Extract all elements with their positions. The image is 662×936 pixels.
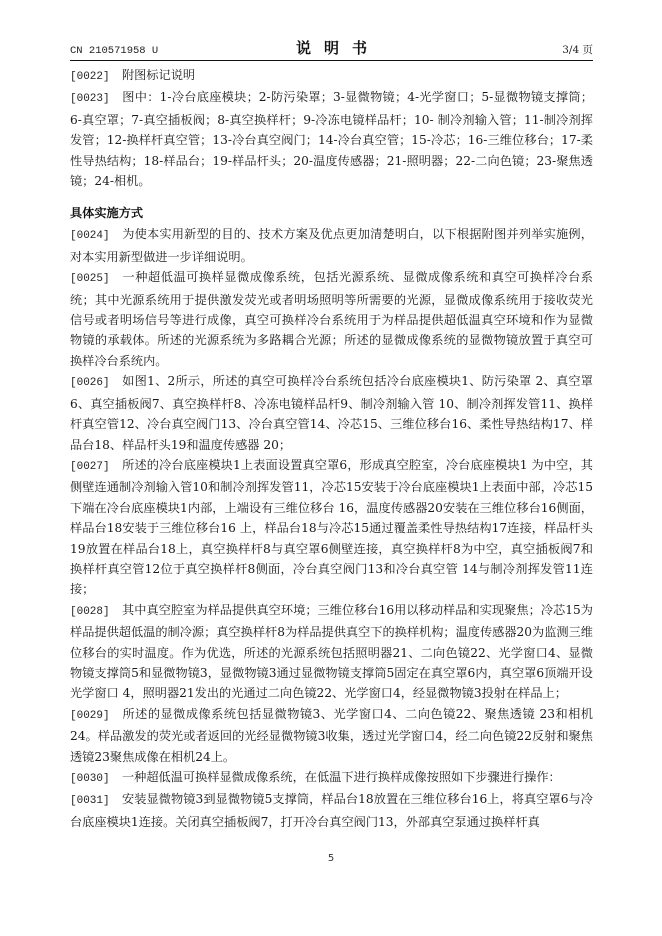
paragraph-0028 — [70, 600, 593, 704]
paragraph-text: 图中：1-冷台底座模块；2-防污染罩；3-显微物镜；4-光学窗口；5-显微物镜支撑筒；6-真空罩；7-真空插板阀；8-真空换样杆；9-冷冻电镜样品杆；10- 制冷剂输入管；11-制冷剂挥发管；12-换样杆真空管；13-冷台真空阀门；14-冷台真空管；15-冷芯；16-三维位移台；17-柔性导热结构；18-样品台；19-样品杆头；20-温度传感器；21-照明器；22-二向色镜；23-聚焦透镜；24-相机。 — [70, 90, 593, 189]
paragraph-text: 一种超低温可换样显微成像系统，在低温下进行换样成像按照如下步骤进行操作： — [122, 770, 561, 784]
page-number: 5 — [327, 853, 335, 864]
paragraph-number: [0023] — [70, 93, 110, 106]
paragraph-text: 一种超低温可换样显微成像系统，包括光源系统、显微成像系统和真空可换样冷台系统；其中光源系统用于提供激发荧光或者明场照明等所需要的光源，显微成像系统用于接收荧光信号或者明场信号等进行成像，真空可换样冷台系统用于为样品提供超低温真空环境和作为显微物镜的承载体。所述的光源系统为多路耦合光源；所述的显微成像系统的显微物镜放置于真空可换样冷台系统内。 — [70, 270, 593, 368]
paragraph-text: 附图标记说明 — [122, 68, 196, 82]
page-count: 3/4 页 — [562, 44, 593, 56]
paragraph-number: [0024] — [70, 230, 110, 243]
paragraph-0023 — [70, 87, 593, 191]
paragraph-0027 — [70, 455, 593, 600]
paragraph-0024 — [70, 224, 593, 267]
paragraph-number: [0028] — [70, 605, 110, 618]
document-title: 说明书 — [295, 39, 380, 57]
paragraph-text: 为使本实用新型的目的、技术方案及优点更加清楚明白，以下根据附图并列举实施例，对本实用新型做进一步详细说明。 — [70, 227, 593, 264]
paragraph-0022 — [70, 65, 593, 87]
paragraph-number: [0030] — [70, 773, 110, 785]
paragraph-number: [0025] — [70, 273, 110, 286]
section-heading: 具体实施方式 — [70, 206, 144, 221]
paragraph-number: [0027] — [70, 460, 110, 473]
paragraph-text: 其中真空腔室为样品提供真空环境；三维位移台16用以移动样品和实现聚焦；冷芯15为样品提供超低温的制冷源；真空换样杆8为样品提供真空下的换样机构；温度传感器20为监测三维位移台的实时温度。作为优选，所述的光源系统包括照明器21、二向色镜22、光学窗口4、显微物镜支撑筒5和显微物镜3，显微物镜3通过显微物镜支撑筒5固定在真空罩6内，真空罩6顶端开设光学窗口 4，照明器21发出的光通过二向色镜22、光学窗口4，经显微物镜3投射在样品上； — [70, 602, 593, 701]
paragraph-0025 — [70, 267, 593, 371]
paragraph-text: 安装显微物镜3到显微物镜5支撑筒，样品台18放置在三维位移台16上，将真空罩6与冷台底座模块1连接。关闭真空插板阀7，打开冷台真空阀门13，外部真空泵通过换样杆真 — [70, 792, 593, 829]
paragraph-text: 所述的显微成像系统包括显微物镜3、光学窗口4、二向色镜22、聚焦透镜 23和相机24。样品激发的荧光或者返回的光经显微物镜3收集，透过光学窗口4，经二向色镜22反射和聚焦透镜23聚焦成像在相机24上。 — [70, 706, 593, 764]
paragraph-0029 — [70, 704, 593, 767]
paragraph-0030 — [70, 767, 593, 789]
patent-number: CN 210571958 U — [70, 45, 159, 57]
paragraph-number: [0022] — [70, 71, 110, 83]
paragraph-0026 — [70, 371, 593, 455]
document-body — [70, 65, 593, 832]
paragraph-number: [0026] — [70, 377, 110, 390]
page-header — [70, 36, 593, 61]
paragraph-0031 — [70, 789, 593, 832]
paragraph-text: 如图1、2所示，所述的真空可换样冷台系统包括冷台底座模块1、防污染罩 2、真空罩6、真空插板阀7、真空换样杆8、冷冻电镜样品杆9、制冷剂输入管 10、制冷剂挥发管11、换样杆真空管12、冷台真空阀门13、冷台真空管14、冷芯15、三维位移台16、柔性导热结构17、样品台18、样品杆头19和温度传感器 20； — [70, 374, 593, 452]
paragraph-number: [0031] — [70, 795, 110, 808]
paragraph-text: 所述的冷台底座模块1上表面设置真空罩6，形成真空腔室，冷台底座模块1 为中空，其侧壁连通制冷剂输入管10和制冷剂挥发管11，冷芯15安装于冷台底座模块1上表面中部，冷芯15下端在冷台底座模块1内部，上端设有三维位移台 16，温度传感器20安装在三维位移台16侧面，样品台18安装于三维位移台16 上，样品台18与冷芯15通过覆盖柔性导热结构17连接，样品杆头19放置在样品台18上，真空换样杆8与真空罩6侧壁连接，真空换样杆8为中空，真空插板阀7和换样杆真空管12位于真空换样杆8侧面，冷台真空阀门13和冷台真空管 14与制冷剂挥发管11连接； — [70, 457, 593, 597]
paragraph-number: [0029] — [70, 709, 110, 722]
